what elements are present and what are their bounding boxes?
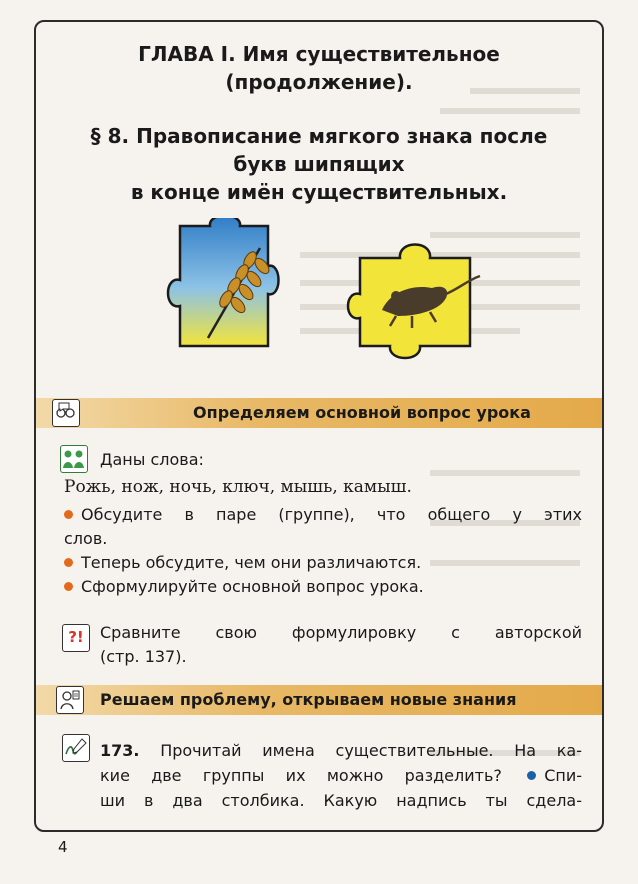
- chapter-title-line-1: ГЛАВА I. Имя существительное: [138, 42, 500, 66]
- section-title-line-3: в конце имён существительных.: [130, 180, 508, 204]
- exercise-line-2: кие две группы их можно разделить? Спи-: [100, 766, 583, 785]
- thinking-person-icon: [56, 686, 84, 714]
- bullet-1-line-2: слов.: [64, 529, 108, 548]
- bullet-3: Сформулируйте основной вопрос урока.: [64, 576, 424, 598]
- bullet-2: Теперь обсудите, чем они различаются.: [64, 552, 421, 574]
- compare-note-line-1: Сравните свою формулировку с авторской: [100, 623, 582, 642]
- compare-note-line-2: (стр. 137).: [100, 647, 187, 666]
- puzzle-illustration: [150, 218, 510, 368]
- section-title-line-2: букв шипящих: [233, 152, 405, 176]
- exercise-number: 173.: [100, 741, 140, 760]
- bullet-dot: [64, 582, 73, 591]
- bullet-1-line-1: Обсудите в паре (группе), что общего у этих: [64, 504, 582, 526]
- exercise-line-1: 173. Прочитай имена существительные. На ка-: [100, 741, 582, 760]
- discussion-pair-icon: [52, 399, 80, 427]
- wheat-puzzle-piece-icon: [168, 218, 279, 346]
- exercise-line-3: ши в два столбика. Какую надпись ты сдела-: [100, 791, 582, 810]
- bullet-dot: [64, 558, 73, 567]
- mouse-puzzle-piece-icon: [348, 245, 480, 359]
- new-knowledge-banner-label: Решаем проблему, открываем новые знания: [100, 690, 517, 709]
- chapter-title-line-2: (продолжение).: [225, 70, 413, 94]
- task-intro-label: Даны слова:: [100, 450, 204, 469]
- word-list: Рожь, нож, ночь, ключ, мышь, камыш.: [64, 477, 412, 497]
- lesson-question-banner: [36, 398, 602, 428]
- lesson-question-banner-label: Определяем основной вопрос урока: [193, 403, 531, 422]
- writing-pen-icon: [62, 734, 90, 762]
- new-knowledge-banner: [36, 685, 602, 715]
- question-exclamation-icon: ?!: [62, 624, 90, 652]
- section-title-line-1: § 8. Правописание мягкого знака после: [90, 124, 548, 148]
- page-number: 4: [58, 838, 68, 856]
- bullet-dot: [64, 510, 73, 519]
- bullet-dot: [527, 771, 536, 780]
- pair-work-icon: [60, 445, 88, 473]
